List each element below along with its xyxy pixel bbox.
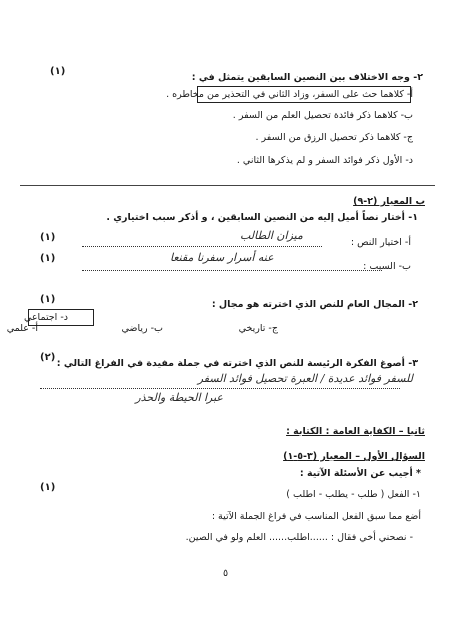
score-mark-idea: (٢) [40, 352, 56, 363]
option-b: ب- كلاهما ذكر فائدة تحصيل العلم من السفر . [232, 110, 413, 121]
handwritten-idea-line1: للسفر فوائد عديدة / العبرة تحصيل فوائد السفر [197, 372, 413, 385]
option-a: أ- كلاهما حث على السفر، وزاد الثاني في التحذير من مخاطره . [166, 89, 413, 100]
writing-question-title: السؤال الأول – المعيار (٣-٥-١) [283, 451, 425, 462]
option-c: ج- كلاهما ذكر تحصيل الرزق من السفر . [255, 132, 413, 143]
score-mark-field: (١) [40, 294, 56, 305]
handwritten-answer-reason: عنه أسرار سفرنا مقنعا [170, 251, 274, 264]
field-option-a: أ- علمي [6, 323, 38, 334]
question-stem: ٢- وجه الاختلاف بين النصين السابقين يتمثل في : [191, 72, 423, 83]
score-mark-verb: (١) [40, 482, 56, 493]
choose-text-label: أ- اختيار النص : [350, 237, 411, 248]
section-divider [20, 185, 435, 186]
page-number: ٥ [223, 568, 229, 579]
verb-sentence: - نصحني أخي فقال : ......اطلب...... العلم ولو في الصين. [185, 532, 413, 543]
score-mark-reason: (١) [40, 253, 56, 264]
answer-line-text [82, 246, 322, 247]
field-option-d: د- اجتماعي [23, 312, 68, 323]
question-2-stem: ٢- المجال العام للنص الذي اخترته هو مجال : [211, 299, 418, 310]
answer-line-reason [82, 270, 382, 271]
writing-heading: ثانيا – الكفاية العامة : الكتابة : [286, 426, 425, 437]
question-3-stem: ٣- أصوغ الفكرة الرئيسة للنص الذي اخترته في جملة مفيدة في الفراغ التالي : [56, 358, 418, 369]
verb-instruction: أضع مما سبق الفعل المناسب في فراغ الجملة الآتية : [211, 511, 421, 522]
option-d: د- الأول ذكر فوائد السفر و لم يذكرها الثاني . [236, 155, 413, 166]
question-1-stem: ١- أختار نصاً أميل إليه من النصين السابقين ، و أذكر سبب اختياري . [106, 212, 418, 223]
answer-line-idea [40, 388, 400, 389]
handwritten-answer-text: ميزان الطالب [240, 229, 303, 242]
score-mark-q2: (١) [50, 66, 66, 77]
verb-question: ١- الفعل ( طلب - يطلب - اطلب ) [286, 489, 421, 500]
score-mark-text: (١) [40, 232, 56, 243]
writing-instruction: * أجيب عن الأسئلة الآتية : [299, 468, 421, 479]
reason-label: ب- السبب : [363, 261, 411, 272]
standard-heading: ب المعيار (٢-٩) [353, 196, 425, 207]
field-option-b: ب- رياضي [121, 323, 163, 334]
field-option-c: ج- تاريخي [238, 323, 278, 334]
handwritten-idea-line2: عبرا الحيطة والحذر [135, 391, 223, 404]
